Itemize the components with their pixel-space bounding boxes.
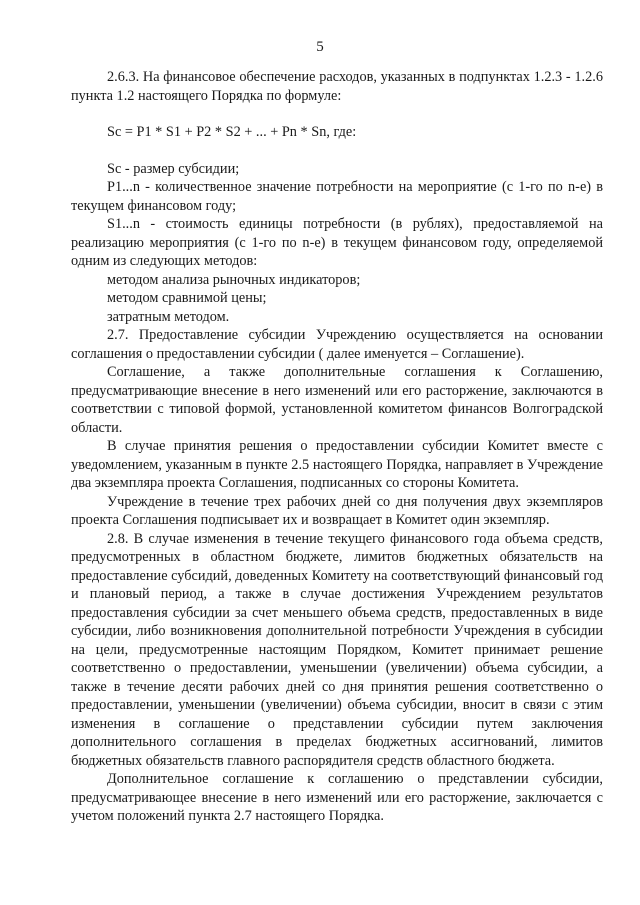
method-comparable-price: методом сравнимой цены;: [107, 290, 267, 306]
method-market-indicators: методом анализа рыночных индикаторов;: [107, 271, 361, 288]
paragraph-2-7-agreement: Соглашение, а также дополнительные соглашения к Соглашению, предусматривающие внесение в него изменений или его расторжение, заключаются в соответствии с типовой формой, установленной комитетом финансов Волгоградской области.: [71, 364, 603, 436]
definition-p: P1...n - количественное значение потребности на мероприятие (с 1-го по n-е) в текущем финансовом году;: [71, 179, 603, 214]
paragraph-2-7-decision: В случае принятия решения о предоставлении субсидии Комитет вместе с уведомлением, указанным в пункте 2.5 настоящего Порядка, направляет в Учреждение два экземпляра проекта Соглашения, подписанных со стороны Комитета.: [71, 438, 603, 491]
paragraph-2-7-return: Учреждение в течение трех рабочих дней со дня получения двух экземпляров проекта Соглашения подписывает их и возвращает в Комитет один экземпляр.: [71, 493, 603, 528]
definition-sc: Sc - размер субсидии;: [107, 160, 240, 177]
paragraph-2-8-additional: Дополнительное соглашение к соглашению о представлении субсидии, предусматривающее внесение в него изменений или его расторжение, заключается с учетом положений пункта 2.7 настоящего Порядка.: [71, 771, 603, 824]
paragraph-2-6-3: 2.6.3. На финансовое обеспечение расходов, указанных в подпунктах 1.2.3 - 1.2.6 пункта 1.2 настоящего Порядка по формуле:: [71, 69, 603, 104]
subsidy-formula: Sc = P1 * S1 + P2 * S2 + ... + Pn * Sn, где:: [107, 124, 357, 140]
page-number: 5: [316, 39, 324, 55]
document-body: [71, 68, 603, 826]
method-cost: затратным методом.: [107, 308, 230, 325]
definition-s: S1...n - стоимость единицы потребности (в рублях), предоставляемой на реализацию мероприятия (с 1-го по n-е) в текущем финансовом году, определяемой одним из следующих методов:: [71, 216, 603, 269]
paragraph-2-7: 2.7. Предоставление субсидии Учреждению осуществляется на основании соглашения о предоставлении субсидии ( далее именуется – Соглашение).: [71, 327, 603, 362]
paragraph-2-8: 2.8. В случае изменения в течение текущего финансового года объема средств, предусмотренных в областном бюджете, лимитов бюджетных обязательств на предоставление субсидий, доведенных Комитету на соответствующий финансовый год и плановый период, а также в случае достижения Учреждением результатов предоставления субсидии за счет меньшего объема средств, предоставленных в виде субсидии, либо возникновения дополнительной потребности Учреждения в субсидии на цели, предусмотренные настоящим Порядком, Комитет принимает решение соответственно о предоставлении, уменьшении (увеличении) объема субсидии, а также в течение десяти рабочих дней со дня принятия решения соответственно о предоставлении, уменьшении (увеличении) объема субсидии, вносит в связи с этим изменения в соглашение о представлении субсидии путем заключения дополнительного соглашения в пределах бюджетных ассигнований, лимитов бюджетных обязательств главного распорядителя средств областного бюджета.: [71, 530, 603, 769]
